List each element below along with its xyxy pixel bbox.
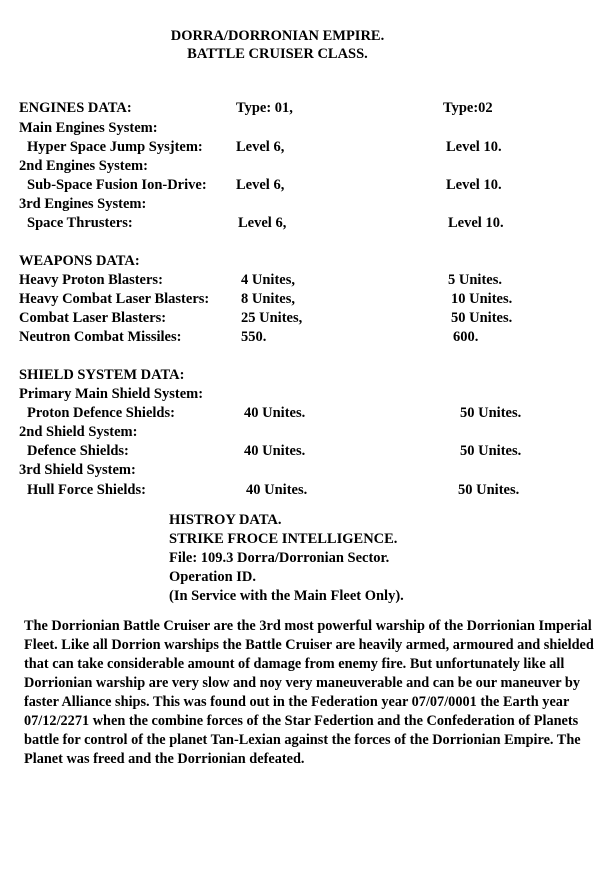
weapon-row-type2: 5 Unites. — [448, 272, 502, 288]
weapon-row-label: Combat Laser Blasters: — [19, 310, 167, 326]
weapon-row-type2: 10 Unites. — [451, 291, 513, 307]
history-line: File: 109.3 Dorra/Dorronian Sector. — [169, 550, 390, 566]
description-paragraph: The Dorrionian Battle Cruiser are the 3rd most powerful warship of the Dorrionian Imperial Fleet. Like all Dorrion warships the Battle Cruiser are heavily armed, armoured and shielded that can take considerable amount of damage from enemy fire. But unfortunately like all Dorrionian warship are very slow and noy very maneuverable and can be our maneuver by faster Alliance ships. This was found out in the Federation year 07/07/0001 the Earth year 07/12/2271 when the combine forces of the Star Federtion and the Confederation of Planets battle for control of the planet Tan-Lexian against the forces of the Dorrionian Empire. The Planet was freed and the Dorrionian defeated. — [24, 618, 594, 767]
engine-row-type2: Level 10. — [446, 177, 502, 193]
history-line: (In Service with the Main Fleet Only). — [169, 588, 404, 604]
engines-type1-header: Type: 01, — [236, 100, 293, 116]
engine-row-label: 3rd Engines System: — [19, 196, 147, 212]
weapon-row-label: Neutron Combat Missiles: — [19, 329, 182, 345]
shield-row-label: 3rd Shield System: — [19, 462, 136, 478]
shield-row-label: Primary Main Shield System: — [19, 386, 204, 402]
shield-row-type2: 50 Unites. — [460, 443, 522, 459]
shield-row-type1: 40 Unites. — [246, 482, 308, 498]
shield-row-type1: 40 Unites. — [244, 405, 306, 421]
engine-row-type1: Level 6, — [236, 177, 285, 193]
engine-row-type1: Level 6, — [236, 139, 285, 155]
history-heading: HISTROY DATA. — [169, 512, 282, 528]
history-line: STRIKE FROCE INTELLIGENCE. — [169, 531, 398, 547]
engines-type2-header: Type:02 — [443, 100, 493, 116]
shield-row-label: 2nd Shield System: — [19, 424, 138, 440]
weapon-row-type1: 25 Unites, — [241, 310, 303, 326]
shield-row-type2: 50 Unites. — [460, 405, 522, 421]
shield-row-label: Proton Defence Shields: — [27, 405, 175, 421]
engine-row-label: Main Engines System: — [19, 120, 158, 136]
engine-row-label: 2nd Engines System: — [19, 158, 148, 174]
weapon-row-type1: 8 Unites, — [241, 291, 295, 307]
engine-row-type1: Level 6, — [238, 215, 287, 231]
shields-heading: SHIELD SYSTEM DATA: — [19, 367, 185, 383]
weapon-row-type2: 50 Unites. — [451, 310, 513, 326]
weapon-row-label: Heavy Proton Blasters: — [19, 272, 163, 288]
engine-row-label: Hyper Space Jump Sysjtem: — [27, 139, 203, 155]
engine-row-label: Sub-Space Fusion Ion-Drive: — [27, 177, 207, 193]
weapons-heading: WEAPONS DATA: — [19, 253, 140, 269]
history-line: Operation ID. — [169, 569, 256, 585]
weapon-row-type1: 550. — [241, 329, 267, 345]
shield-row-type2: 50 Unites. — [458, 482, 520, 498]
engines-heading: ENGINES DATA: — [19, 100, 132, 116]
document-title-line2: BATTLE CRUISER CLASS. — [187, 46, 368, 62]
engine-row-label: Space Thrusters: — [27, 215, 133, 231]
document-title-line1: DORRA/DORRONIAN EMPIRE. — [170, 28, 385, 44]
engine-row-type2: Level 10. — [446, 139, 502, 155]
weapon-row-type2: 600. — [453, 329, 479, 345]
weapon-row-label: Heavy Combat Laser Blasters: — [19, 291, 210, 307]
shield-row-label: Defence Shields: — [27, 443, 129, 459]
weapon-row-type1: 4 Unites, — [241, 272, 295, 288]
shield-row-type1: 40 Unites. — [244, 443, 306, 459]
engine-row-type2: Level 10. — [448, 215, 504, 231]
shield-row-label: Hull Force Shields: — [27, 482, 146, 498]
